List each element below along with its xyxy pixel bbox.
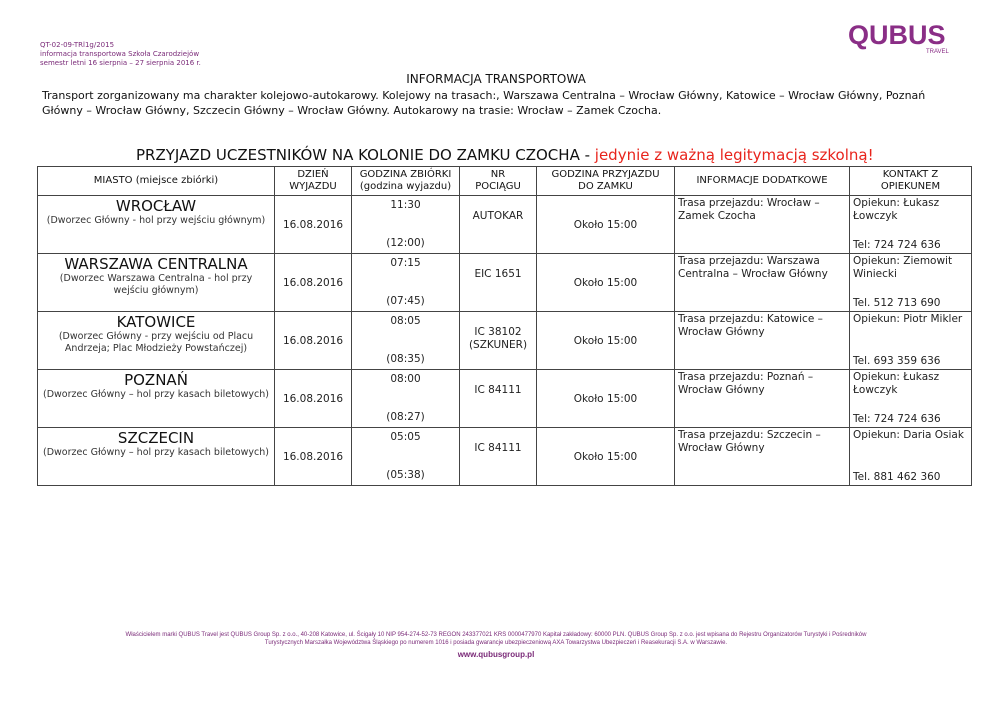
info-text: Transport zorganizowany ma charakter kolejowo-autokarowy. Kolejowy na trasach:, Warszawa Centralna – Wrocław Główny, Katowice – Wrocław Główny, Poznań Główny – Wrocław Główny, Szczecin Główny – Wrocław Główny. Autokarowy na trasie: Wrocław – Zamek Czocha. [42, 89, 926, 117]
document-term: semestr letni 16 sierpnia – 27 sierpnia 2016 r. [40, 59, 201, 67]
meeting-time-cell [352, 428, 460, 486]
train-number: AUTOKAR [472, 210, 524, 222]
arrival-cell: Około 15:00 [537, 254, 675, 312]
guardian-name: Opiekun: Łukasz Łowczyk [853, 371, 940, 396]
meeting-time: 08:00 [390, 373, 421, 385]
document-subtitle: informacja transportowa Szkoła Czarodziejów [40, 50, 200, 58]
city-cell [38, 312, 275, 370]
meeting-time-cell [352, 370, 460, 428]
table-row [38, 312, 972, 370]
route-info: Trasa przejazdu: Katowice – Wrocław Główny [678, 313, 823, 338]
route-cell [675, 254, 850, 312]
departure-time: (05:38) [386, 469, 425, 481]
train-number: IC 84111 [474, 384, 522, 396]
guardian-name: Opiekun: Piotr Mikler [853, 313, 963, 325]
contact-cell [850, 196, 972, 254]
train-number: IC 84111 [474, 442, 522, 454]
header-contact: KONTAKT Z OPIEKUNEM [850, 167, 972, 196]
meeting-time: 07:15 [390, 257, 421, 269]
departure-time: (07:45) [386, 295, 425, 307]
city-cell [38, 254, 275, 312]
city-name: POZNAŃ [124, 371, 188, 389]
table-row [38, 428, 972, 486]
footer-url-link[interactable]: www.qubusgroup.pl [457, 650, 535, 659]
train-cell [460, 254, 537, 312]
train-cell [460, 428, 537, 486]
meeting-place: (Dworzec Warszawa Centralna - hol przy wejściu głównym) [59, 273, 253, 296]
train-cell [460, 312, 537, 370]
header-day: DZIEŃ WYJAZDU [275, 167, 352, 196]
meeting-place: (Dworzec Główny – hol przy kasach biletowych) [43, 447, 269, 458]
contact-cell [850, 370, 972, 428]
route-info: Trasa przejazdu: Poznań – Wrocław Główny [678, 371, 814, 396]
table-row [38, 196, 972, 254]
arrival-cell: Około 15:00 [537, 428, 675, 486]
departure-time: (12:00) [386, 237, 425, 249]
train-number: IC 38102 [474, 326, 522, 338]
city-cell [38, 370, 275, 428]
city-cell [38, 196, 275, 254]
header-arrival: GODZINA PRZYJAZDU DO ZAMKU [537, 167, 675, 196]
document-code: QT-02-09-TRl1g/2015 [40, 41, 115, 49]
qubus-logo [846, 20, 954, 56]
city-name: SZCZECIN [117, 429, 195, 447]
arrival-cell: Około 15:00 [537, 196, 675, 254]
guardian-phone: Tel. 881 462 360 [853, 471, 941, 483]
guardian-name: Opiekun: Ziemowit Winiecki [853, 255, 953, 280]
meeting-time-cell [352, 196, 460, 254]
meeting-time: 05:05 [390, 431, 421, 443]
date-cell: 16.08.2016 [275, 428, 352, 486]
arrival-cell: Około 15:00 [537, 370, 675, 428]
contact-cell [850, 428, 972, 486]
table-row [38, 370, 972, 428]
guardian-phone: Tel: 724 724 636 [853, 239, 941, 251]
info-title: INFORMACJA TRANSPORTOWA [406, 72, 586, 86]
header-city: MIASTO (miejsce zbiórki) [38, 167, 275, 196]
route-info: Trasa przejazdu: Wrocław – Zamek Czocha [678, 197, 820, 222]
document-meta [40, 41, 201, 68]
table-header-row [38, 167, 972, 196]
guardian-phone: Tel. 512 713 690 [853, 297, 941, 309]
meeting-time-cell [352, 312, 460, 370]
logo-text: QUBUS [848, 20, 946, 50]
guardian-phone: Tel. 693 359 636 [853, 355, 941, 367]
meeting-place: (Dworzec Główny – hol przy kasach biletowych) [43, 389, 269, 400]
route-cell [675, 428, 850, 486]
footer-legal [30, 631, 962, 647]
table-row [38, 254, 972, 312]
route-cell [675, 196, 850, 254]
meeting-place: (Dworzec Główny - przy wejściu od Placu Andrzeja; Plac Młodzieży Powstańczej) [58, 331, 254, 354]
route-cell [675, 312, 850, 370]
header-train: NR POCIĄGU [460, 167, 537, 196]
contact-cell [850, 254, 972, 312]
table-title-main: PRZYJAZD UCZESTNIKÓW NA KOLONIE DO ZAMKU CZOCHA - [136, 146, 595, 164]
train-note: (SZKUNER) [468, 339, 528, 351]
guardian-name: Opiekun: Łukasz Łowczyk [853, 197, 940, 222]
transport-table [37, 166, 972, 486]
table-title [136, 146, 896, 164]
guardian-phone: Tel: 724 724 636 [853, 413, 941, 425]
route-info: Trasa przejazdu: Warszawa Centralna – Wrocław Główny [678, 255, 828, 280]
departure-time: (08:35) [386, 353, 425, 365]
header-meeting-time: GODZINA ZBIÓRKI (godzina wyjazdu) [352, 167, 460, 196]
city-cell [38, 428, 275, 486]
date-cell: 16.08.2016 [275, 312, 352, 370]
departure-time: (08:27) [386, 411, 425, 423]
train-cell [460, 196, 537, 254]
footer-line-1: Właścicielem marki QUBUS Travel jest QUBUS Group Sp. z o.o., 40-208 Katowice, ul. Ścigały 10 NIP 954-274-52-73 REGON 243377021 KRS 0000477970 Kapitał zakładowy: 60000 PLN. QUBUS Group Sp. z o.o. jest wpisana do Rejestru Organizatorów Turystyki i Pośredników [125, 632, 867, 638]
header-info: INFORMACJE DODATKOWE [675, 167, 850, 196]
meeting-place: (Dworzec Główny - hol przy wejściu głównym) [46, 215, 266, 226]
date-cell: 16.08.2016 [275, 254, 352, 312]
table-title-highlight: jedynie z ważną legitymacją szkolną! [594, 146, 874, 164]
logo-subtext: TRAVEL [926, 49, 949, 55]
train-number: EIC 1651 [474, 268, 522, 280]
contact-cell [850, 312, 972, 370]
meeting-time: 08:05 [390, 315, 421, 327]
footer-line-2: Turystycznych Marszałka Województwa Śląskiego po numerem 1016 i posiada gwarancje ubezpieczeniową AXA Towarzystwa Ubezpieczeń i Reasekuracji S.A. w Warszawie. [264, 640, 728, 646]
city-name: WARSZAWA CENTRALNA [64, 255, 248, 273]
meeting-time-cell [352, 254, 460, 312]
arrival-cell: Około 15:00 [537, 312, 675, 370]
guardian-name: Opiekun: Daria Osiak [853, 429, 964, 441]
city-name: KATOWICE [116, 313, 196, 331]
city-name: WROCŁAW [115, 197, 197, 215]
train-cell [460, 370, 537, 428]
route-info: Trasa przejazdu: Szczecin – Wrocław Główny [678, 429, 821, 454]
date-cell: 16.08.2016 [275, 370, 352, 428]
route-cell [675, 370, 850, 428]
date-cell: 16.08.2016 [275, 196, 352, 254]
meeting-time: 11:30 [390, 199, 421, 211]
